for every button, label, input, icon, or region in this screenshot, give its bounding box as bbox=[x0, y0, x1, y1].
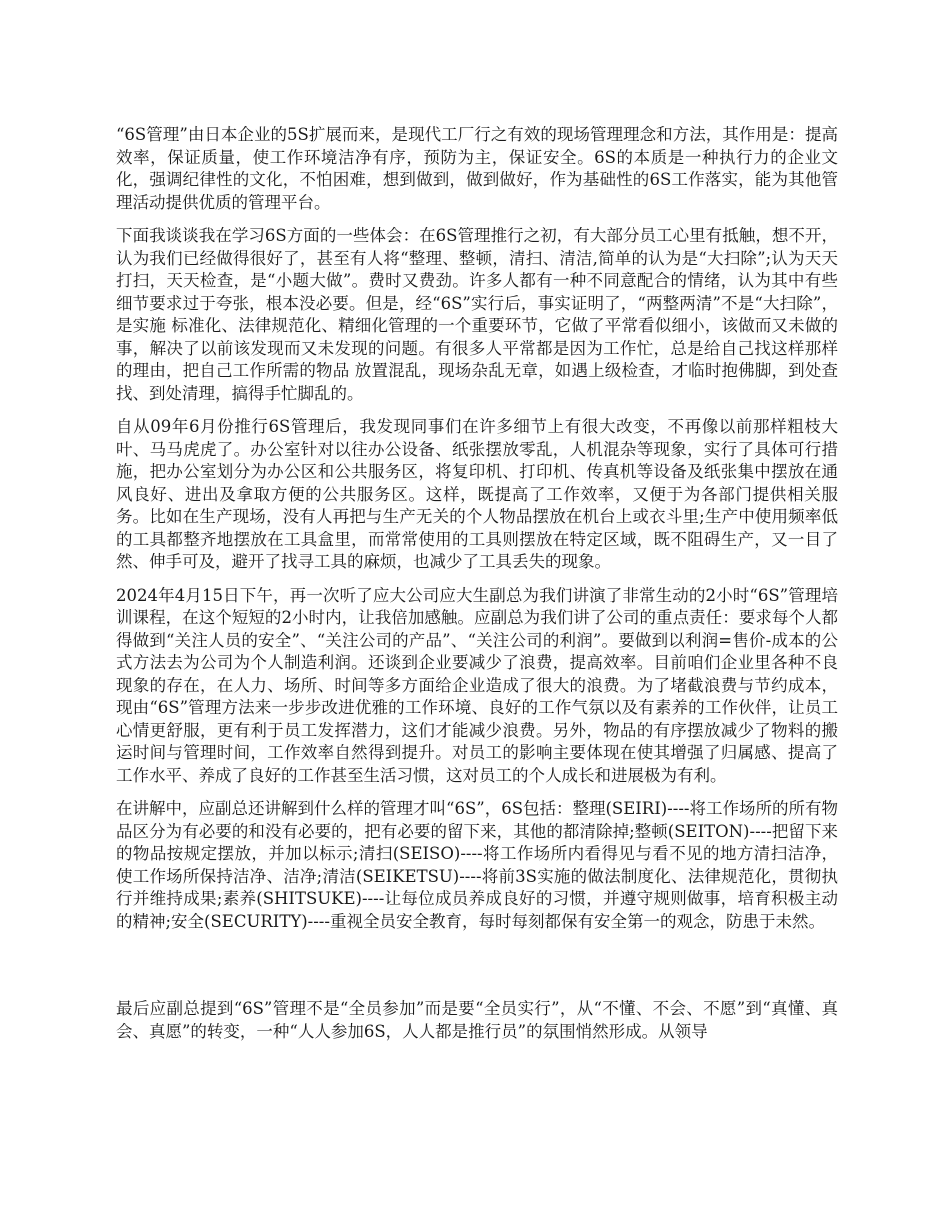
paragraph-training: 2024年4月15日下午，再一次听了应大公司应大生副总为我们讲演了非常生动的2小时“6S”管理培训课程，在这个短短的2小时内，让我倍加感触。应副总为我们讲了公司的重点责任：要求每个人都得做到“关注人员的安全”、“关注公司的产品”、“关注公司的利润”。要做到以利润=售价-成本的公式方法去为公司为个人制造利润。还谈到企业要减少了浪费，提高效率。目前咱们企业里各种不良现象的存在，在人力、场所、时间等多方面给企业造成了很大的浪费。为了堵截浪费与节约成本，现由“6S”管理方法来一步步改进优雅的工作环境、良好的工作气氛以及有素养的工作伙伴，让员工心情更舒服，更有利于员工发挥潜力，这们才能减少浪费。另外，物品的有序摆放减少了物料的搬运时间与管理时间，工作效率自然得到提升。对员工的影响主要体现在使其增强了归属感、提高了工作水平、养成了良好的工作甚至生活习惯，这对员工的个人成长和进展极为有利。 bbox=[116, 585, 838, 785]
paragraph-6s-definition: 在讲解中，应副总还讲解到什么样的管理才叫“6S”，6S包括：整理(SEIRI)----将工作场所的所有物品区分为有必要的和没有必要的，把有必要的留下来，其他的都清除掉;整顿(SEITON)----把留下来的物品按规定摆放，并加以标示;清扫(SEISO)----将工作场所内看得见与看不见的地方清扫洁净，使工作场所保持洁净、洁净;清洁(SEIKETSU)----将前3S实施的做法制度化、法律规范化，贯彻执行并维持成果;素养(SHITSUKE)----让每位成员养成良好的习惯，并遵守规则做事，培育积极主动的精神;安全(SECURITY)----重视全员安全教育，每时每刻都保有安全第一的观念，防患于未然。 bbox=[116, 799, 838, 931]
paragraph-changes: 自从09年6月份推行6S管理后，我发现同事们在许多细节上有很大改变，不再像以前那样粗枝大叶、马马虎虎了。办公室针对以往办公设备、纸张摆放零乱，人机混杂等现象，实行了具体可行措施，把办公室划分为办公区和公共服务区，将复印机、打印机、传真机等设备及纸张集中摆放在通风良好、进出及拿取方便的公共服务区。这样，既提高了工作效率，又便于为各部门提供相关服务。比如在生产现场，没有人再把与生产无关的个人物品摆放在机台上或衣斗里;生产中使用频率低的工具都整齐地摆放在工具盒里，而常常使用的工具则摆放在特定区域，既不阻碍生产，又一目了然、伸手可及，避开了找寻工具的麻烦，也减少了工具丢失的现象。 bbox=[116, 417, 838, 571]
paragraph-conclusion: 最后应副总提到“6S”管理不是“全员参加”而是要“全员实行”，从“不懂、不会、不愿”到“真懂、真会、真愿”的转变，一种“人人参加6S，人人都是推行员”的氛围悄然形成。从领导 bbox=[116, 999, 838, 1041]
document-body bbox=[116, 124, 838, 1054]
section-gap bbox=[116, 944, 838, 998]
paragraph-intro: “6S管理”由日本企业的5S扩展而来，是现代工厂行之有效的现场管理理念和方法，其作用是：提高效率，保证质量，使工作环境洁净有序，预防为主，保证安全。6S的本质是一种执行力的企业文化，强调纪律性的文化，不怕困难，想到做到，做到做好，作为基础性的6S工作落实，能为其他管理活动提供优质的管理平台。 bbox=[116, 125, 838, 212]
paragraph-experience: 下面我谈谈我在学习6S方面的一些体会：在6S管理推行之初，有大部分员工心里有抵触，想不开，认为我们已经做得很好了，甚至有人将“整理、整顿，清扫、清洁,简单的认为是“大扫除”;认为天天打扫，天天检查，是“小题大做”。费时又费劲。许多人都有一种不同意配合的情绪，认为其中有些细节要求过于夸张，根本没必要。但是，经“6S”实行后，事实证明了，“两整两清”不是“大扫除”，是实施 标准化、法律规范化、精细化管理的一个重要环节，它做了平常看似细小，该做而又未做的事，解决了以前该发现而又未发现的问题。有很多人平常都是因为工作忙，总是给自己找这样那样的理由，把自己工作所需的物品 放置混乱，现场杂乱无章，如遇上级检查，才临时抱佛脚，到处查找、到处清理，搞得手忙脚乱的。 bbox=[116, 226, 838, 403]
